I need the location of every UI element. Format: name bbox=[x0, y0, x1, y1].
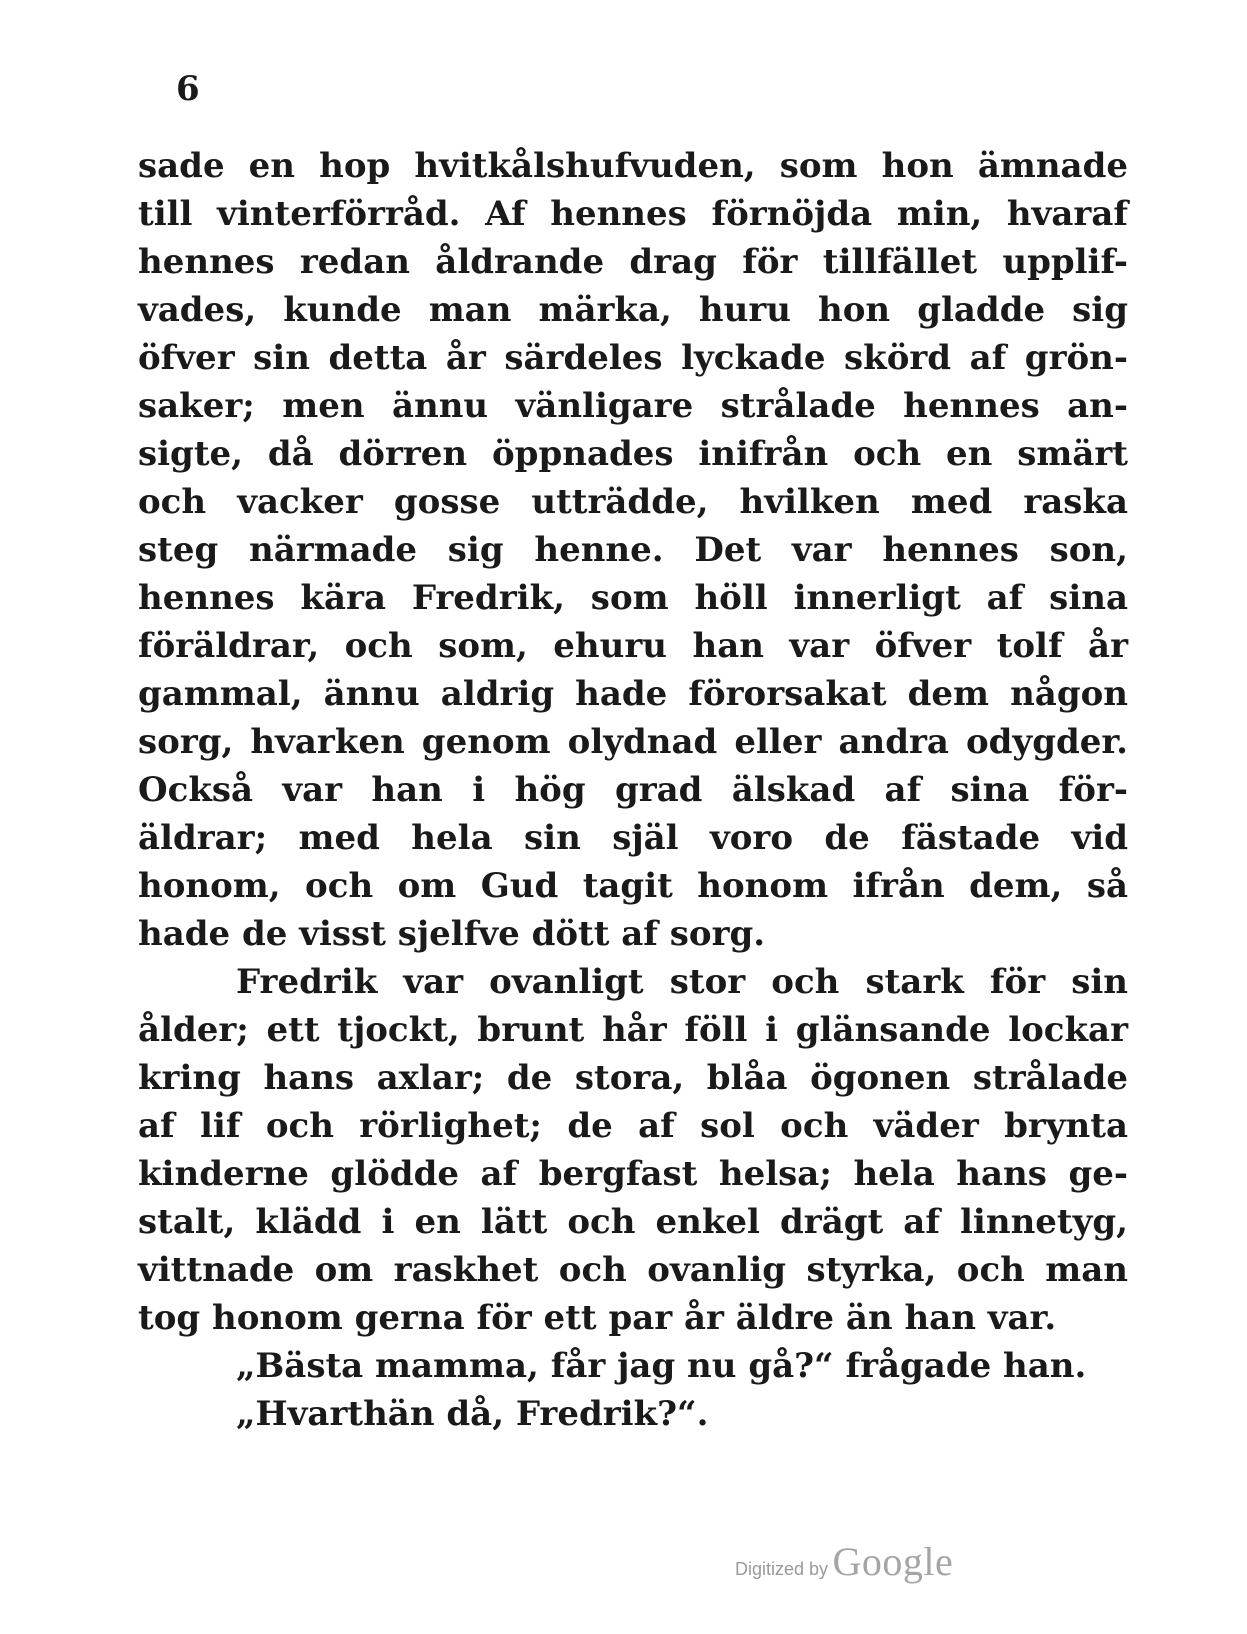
text-line: „Hvarthän då, Fredrik?“. bbox=[236, 1394, 709, 1434]
digitized-watermark bbox=[735, 1538, 953, 1585]
text-line: Också var han i hög grad älskad af sina för- bbox=[138, 770, 1128, 810]
paragraph-2 bbox=[138, 958, 1128, 1342]
text-line: tog honom gerna för ett par år äldre än han var. bbox=[138, 1298, 1057, 1338]
body-text bbox=[138, 142, 1128, 1438]
text-line: äldrar; med hela sin själ voro de fästade vid bbox=[138, 818, 1128, 858]
text-line: sorg, hvarken genom olydnad eller andra odygder. bbox=[138, 722, 1128, 762]
text-line: till vinterförråd. Af hennes förnöjda min, hvaraf bbox=[138, 194, 1128, 234]
text-line: hade de visst sjelfve dött af sorg. bbox=[138, 914, 766, 954]
text-line: sigte, då dörren öppnades inifrån och en smärt bbox=[138, 434, 1128, 474]
text-line: kinderne glödde af bergfast helsa; hela hans ge- bbox=[138, 1154, 1128, 1194]
text-line: föräldrar, och som, ehuru han var öfver tolf år bbox=[138, 626, 1128, 666]
page-number: 6 bbox=[176, 69, 200, 109]
paragraph-1 bbox=[138, 142, 1128, 958]
text-line: honom, och om Gud tagit honom ifrån dem, så bbox=[138, 866, 1128, 906]
text-line: och vacker gosse utträdde, hvilken med raska bbox=[138, 482, 1128, 522]
text-line: stalt, klädd i en lätt och enkel drägt af linnetyg, bbox=[138, 1202, 1128, 1242]
paragraph-4 bbox=[138, 1390, 1128, 1438]
text-line: vittnade om raskhet och ovanlig styrka, och man bbox=[138, 1250, 1128, 1290]
text-line: ålder; ett tjockt, brunt hår föll i glänsande lockar bbox=[138, 1010, 1128, 1050]
text-line: öfver sin detta år särdeles lyckade skörd af grön- bbox=[138, 338, 1128, 378]
text-line: hennes redan åldrande drag för tillfället upplif- bbox=[138, 242, 1128, 282]
text-line: vades, kunde man märka, huru hon gladde sig bbox=[138, 290, 1128, 330]
google-logo: Google bbox=[832, 1539, 954, 1584]
digitized-by-label: Digitized by bbox=[735, 1559, 829, 1579]
text-line: kring hans axlar; de stora, blåa ögonen strålade bbox=[138, 1058, 1128, 1098]
text-line: af lif och rörlighet; de af sol och väder brynta bbox=[138, 1106, 1128, 1146]
text-line: steg närmade sig henne. Det var hennes son, bbox=[138, 530, 1128, 570]
text-line: „Bästa mamma, får jag nu gå?“ frågade han. bbox=[236, 1346, 1087, 1386]
text-line: sade en hop hvitkålshufvuden, som hon ämnade bbox=[138, 146, 1128, 186]
text-line: hennes kära Fredrik, som höll innerligt af sina bbox=[138, 578, 1128, 618]
text-line: saker; men ännu vänligare strålade hennes an- bbox=[138, 386, 1128, 426]
text-line: Fredrik var ovanligt stor och stark för sin bbox=[236, 962, 1128, 1002]
text-line: gammal, ännu aldrig hade förorsakat dem någon bbox=[138, 674, 1128, 714]
paragraph-3 bbox=[138, 1342, 1128, 1390]
